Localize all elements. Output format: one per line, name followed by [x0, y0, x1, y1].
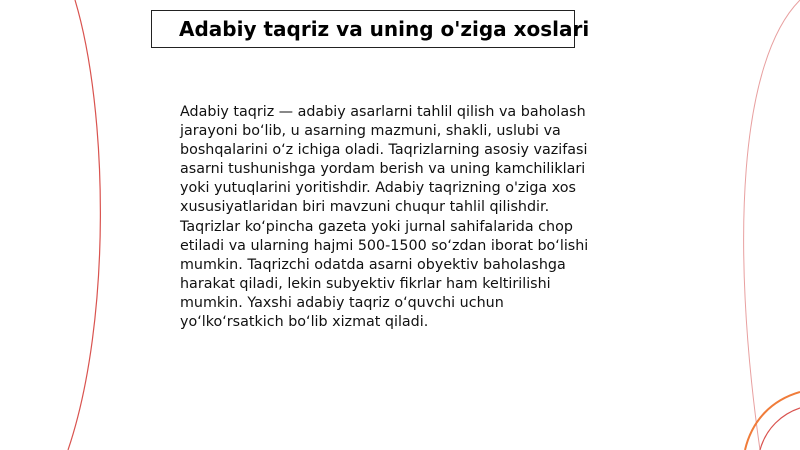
slide-title: Adabiy taqriz va uning o'ziga xoslari	[179, 17, 590, 41]
title-box	[151, 10, 590, 48]
right-corner-arc-inner	[760, 408, 800, 450]
right-decor-curve	[744, 0, 800, 450]
slide-body-text: Adabiy taqriz — adabiy asarlarni tahlil qilish va baholash jarayoni bo‘lib, u asarning mazmuni, shakli, uslubi va boshqalarini o‘z ichiga oladi. Taqrizlarning asosiy vazifasi asarni tushunishga yordam berish va uning kamchiliklari yoki yutuqlarini yoritishdir. Adabiy taqrizning o'ziga xos xususiyatlaridan biri mavzuni chuqur tahlil qilishdir. Taqrizlar ko‘pincha gazeta yoki jurnal sahifalarida chop etiladi va ularning hajmi 500-1500 so‘zdan iborat bo‘lishi mumkin. Taqrizchi odatda asarni obyektiv baholashga harakat qiladi, lekin subyektiv fikrlar ham keltirilishi mumkin. Yaxshi adabiy taqriz o‘quvchi uchun yo‘lko‘rsatkich bo‘lib xizmat qiladi.	[180, 104, 589, 331]
left-decor-curve	[68, 0, 100, 450]
